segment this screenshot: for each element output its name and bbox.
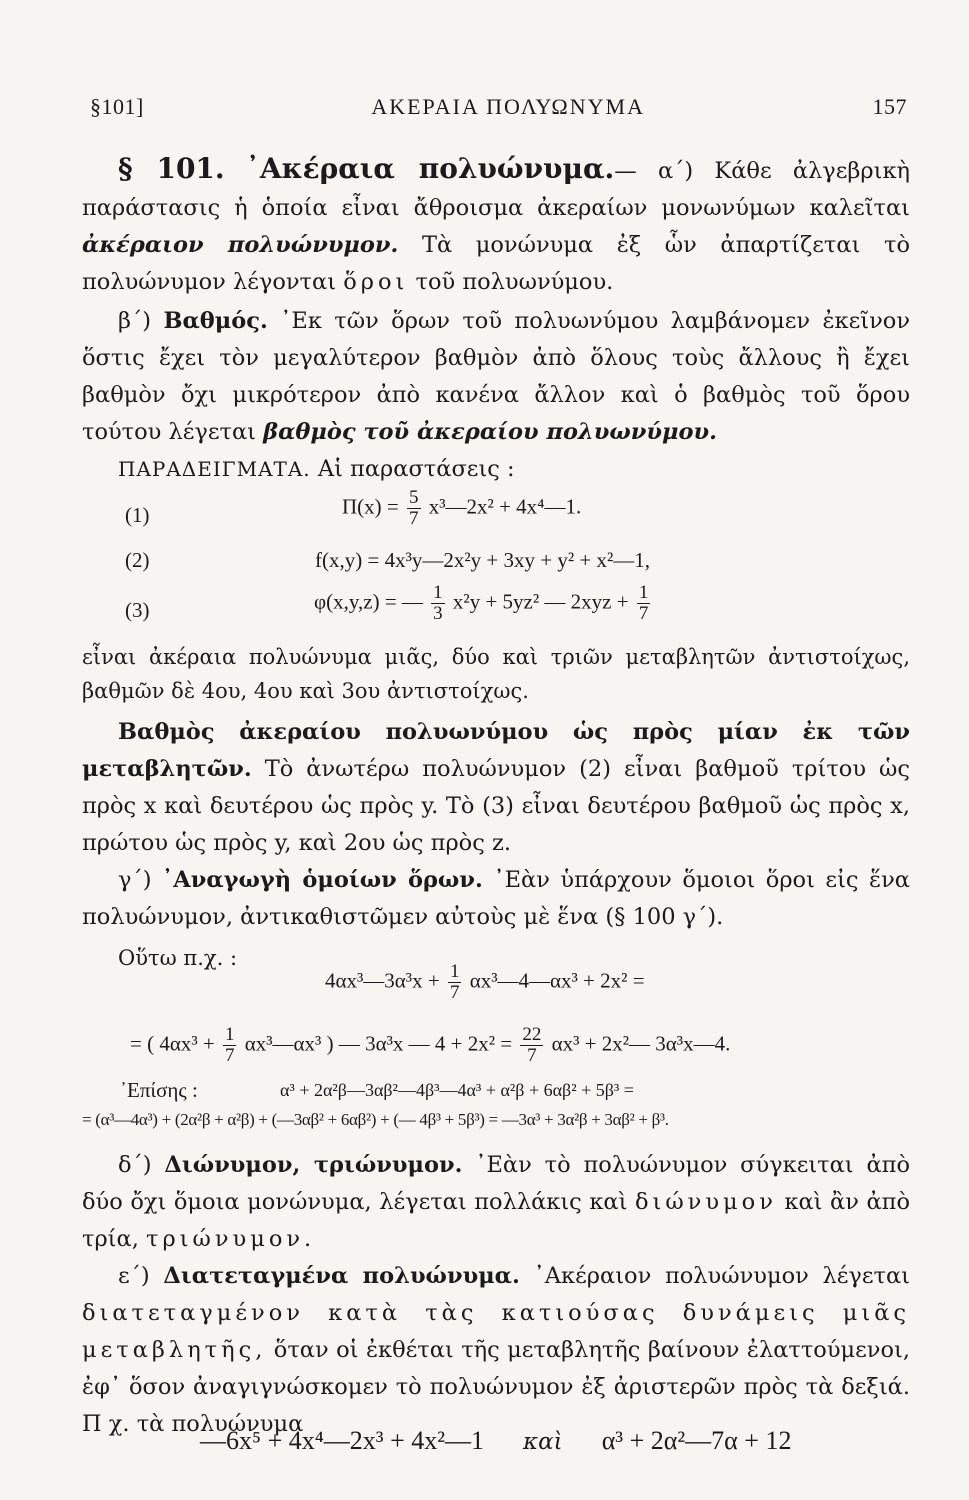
example-polynomials	[200, 1426, 791, 1456]
denominator: 7	[638, 603, 649, 624]
formula-2: f(x,y) = 4x³y—2x²y + 3xy + y² + x²—1,	[315, 548, 651, 572]
conjunction: καὶ	[523, 1429, 563, 1455]
denominator: 7	[224, 1045, 235, 1066]
label: δ΄)	[118, 1152, 152, 1178]
formula-1	[342, 488, 581, 529]
examples-conclusion: εἶναι ἀκέραια πολυώνυμα μιᾶς, δύο καὶ τριῶν μεταβλητῶν ἀντιστοίχως, βαθμῶν δὲ 4ου, 4ου καὶ 3ου ἀντιστοίχως.	[82, 645, 910, 703]
fraction	[448, 962, 462, 1003]
text: 4αx³—3α³x +	[325, 968, 440, 993]
formula-number: (1)	[125, 503, 150, 527]
spaced-term: διώνυμον	[634, 1189, 777, 1215]
paragraph-degree	[82, 714, 910, 862]
text: Αἱ παραστάσεις :	[310, 456, 515, 482]
text: καὶ ἂν ἀπὸ τρία,	[82, 1189, 910, 1252]
section-end	[82, 1147, 910, 1443]
term: βαθμὸς τοῦ ἀκεραίου πολυωνύμου.	[263, 419, 717, 445]
numerator: 22	[522, 1024, 542, 1045]
spaced-term: τριώνυμον.	[146, 1226, 316, 1252]
text: ᾿Ακέραιον πολυώνυμον λέγεται	[519, 1263, 911, 1289]
text: αx³—4—αx³ + 2x² =	[469, 968, 645, 993]
denominator: 7	[409, 508, 419, 529]
text: ᾿Εκ τῶν ὅρων τοῦ πολυωνύμου λαμβάνομεν ἐκεῖνον ὅστις ἔχει τὸν μεγαλύτερον βαθμὸν ἀπὸ ὅλους τοὺς ἄλλους ἢ ἔχει βαθμὸν ὄχι μικρότερον ἀπὸ κανένα ἄλλον καὶ ὁ βαθμὸς τοῦ ὅρου τούτου λέγεται	[82, 308, 910, 445]
label: β΄)	[118, 308, 152, 334]
subsection-title: Διώνυμον, τριώνυμον.	[164, 1152, 463, 1178]
section-number: § 101.	[118, 152, 225, 185]
subsection-title: Διατεταγμένα πολυώνυμα.	[163, 1263, 520, 1289]
text: x³—2x² + 4x⁴—1.	[428, 494, 582, 519]
fraction	[223, 1025, 237, 1066]
numerator: 1	[449, 961, 460, 982]
formula-3	[314, 583, 653, 624]
section-middle	[82, 640, 910, 977]
example-intro: Οὕτω π.χ. :	[118, 946, 238, 970]
numerator: 1	[638, 582, 649, 603]
polynomial-1: —6x⁵ + 4x⁴—2x³ + 4x²—1	[200, 1426, 485, 1455]
text: x²y + 5yz² — 2xyz +	[452, 589, 629, 614]
section-title: ᾿Ακέραια πολυώνυμα.	[245, 152, 615, 185]
subsection-title: Βαθμὸς ἀκεραίου πολυωνύμου ὡς πρὸς μίαν ἐκ τῶν μεταβλητῶν.	[82, 719, 910, 782]
subsection-title: ᾿Αναγωγὴ ὁμοίων ὅρων.	[162, 867, 483, 893]
numerator: 1	[224, 1024, 235, 1045]
fraction	[520, 1025, 543, 1066]
text: ὅταν οἱ ἐκθέται τῆς μεταβλητῆς βαίνουν ἐλαττούμενοι, ἐφ᾿ ὅσον ἀναγιγνώσκομεν τὸ πολυώνυμον ἐξ ἀριστερῶν πρὸς τὰ δεξιά. Π χ. τὰ πολυώνυμα	[82, 1337, 910, 1437]
text: Π(x) =	[342, 494, 399, 519]
formula-number: (3)	[125, 598, 150, 622]
label: ΠΑΡΑΔΕΙΓΜΑΤΑ.	[118, 457, 311, 481]
running-header	[90, 94, 907, 120]
fraction	[407, 488, 421, 529]
text: = ( 4αx³ +	[130, 1031, 215, 1056]
text: αx³—αx³ ) — 3α³x — 4 + 2x² =	[244, 1031, 513, 1056]
equation-2	[130, 1025, 730, 1066]
polynomial-2: α³ + 2α²—7α + 12	[601, 1426, 792, 1455]
denominator: 7	[527, 1045, 537, 1066]
text: ᾿Εὰν ὑπάρχουν ὅμοιοι ὅροι εἰς ἕνα πολυώνυμον, ἀντικαθιστῶμεν αὐτοὺς μὲ ἕνα (§ 100 γ΄).	[82, 867, 910, 930]
equation-4: = (α³—4α³) + (2α²β + α²β) + (—3αβ² + 6αβ²) + (— 4β³ + 5β³) = —3α³ + 3α²β + 3αβ² + β³.	[82, 1110, 669, 1129]
paragraph-c	[82, 862, 910, 936]
paragraph-b	[82, 303, 910, 451]
header-section: §101]	[90, 94, 144, 119]
paragraph-e	[82, 1258, 910, 1443]
term: ἀκέραιον πολυώνυμον.	[82, 232, 399, 258]
denominator: 3	[433, 603, 443, 624]
numerator: 5	[409, 487, 419, 508]
formula-number: (2)	[125, 548, 150, 572]
fraction	[637, 583, 651, 624]
spaced-term: διατεταγμένον κατὰ τὰς κατιούσας δυνάμεις μιᾶς μεταβλητῆς,	[82, 1300, 910, 1363]
paragraph-a	[82, 150, 910, 301]
spaced-term: ὅροι	[343, 269, 409, 295]
text: — α΄) Κάθε ἀλγεβρικὴ παράστασις ἡ ὁποία εἶναι ἄθροισμα ἀκεραίων μονωνύμων καλεῖται	[82, 158, 911, 221]
denominator: 7	[449, 982, 460, 1003]
subsection-title: Βαθμός.	[163, 308, 268, 334]
fraction	[431, 583, 445, 624]
text: Τὰ μονώνυμα ἐξ ὧν ἀπαρτίζεται τὸ πολυώνυμον λέγονται	[82, 232, 910, 295]
label: ε΄)	[118, 1263, 150, 1289]
text: ᾿Εὰν τὸ πολυώνυμον σύγκειται ἀπὸ δύο ὄχι ὅμοια μονώνυμα, λέγεται πολλάκις καὶ	[82, 1152, 910, 1215]
text: αx³ + 2x²— 3α³x—4.	[551, 1031, 731, 1056]
page-number: 157	[872, 94, 907, 119]
text: Τὸ ἀνωτέρω πολυώνυμον (2) εἶναι βαθμοῦ τρίτου ὡς πρὸς x καὶ δευτέρου ὡς πρὸς y. Τὸ (3) εἶναι δευτέρου βαθμοῦ ὡς πρὸς x, πρώτου ὡς πρὸς y, καὶ 2ου ὡς πρὸς z.	[82, 756, 910, 856]
equation-1	[325, 962, 645, 1003]
episis-label: ᾿Επίσης :	[120, 1078, 198, 1102]
paragraph-d	[82, 1147, 910, 1258]
numerator: 1	[433, 582, 443, 603]
header-title: ΑΚΕΡΑΙΑ ΠΟΛΥΩΝΥΜΑ	[371, 94, 645, 119]
examples-intro	[82, 451, 910, 488]
text: φ(x,y,z) = —	[314, 589, 423, 614]
label: γ΄)	[118, 867, 152, 893]
equation-3: α³ + 2α²β—3αβ²—4β³—4α³ + α²β + 6αβ² + 5β³ =	[280, 1080, 634, 1100]
section-intro	[82, 150, 910, 488]
text: τοῦ πολυωνύμου.	[408, 269, 614, 295]
